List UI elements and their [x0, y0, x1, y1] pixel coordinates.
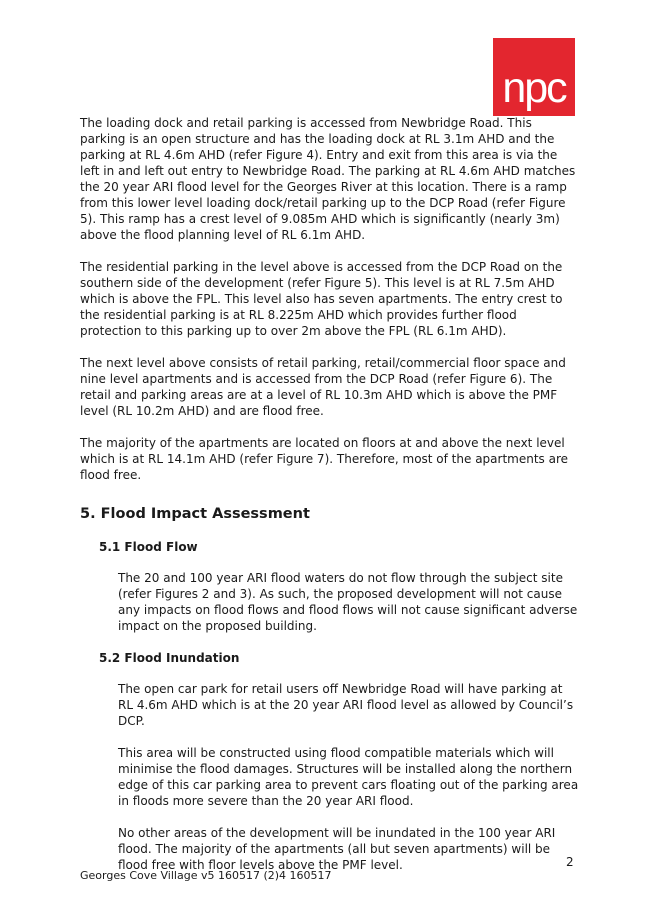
section-heading-flood-impact: 5. Flood Impact Assessment: [80, 506, 310, 522]
logo-text: npc: [502, 64, 566, 112]
paragraph-open-car-park: The open car park for retail users off Newbridge Road will have parking at RL 4.6m AHD which is at the 20 year ARI flood level as allowed by Council’s DCP.: [118, 682, 574, 728]
paragraph-apartments: The majority of the apartments are located on floors at and above the next level which is at RL 14.1m AHD (refer Figure 7). Therefore, most of the apartments are flood free.: [80, 436, 569, 482]
paragraph-no-other-areas: No other areas of the development will be inundated in the 100 year ARI flood. The majority of the apartments (all but seven apartments) will be flood free with floor levels above the PMF level.: [118, 826, 556, 872]
page-number: 2: [566, 855, 574, 869]
paragraph-flood-flow: The 20 and 100 year ARI flood waters do not flow through the subject site (refer Figures 2 and 3). As such, the proposed development will not cause any impacts on flood flows and flood flows will not cause significant adverse impact on the proposed building.: [118, 571, 578, 633]
paragraph-flood-materials: This area will be constructed using flood compatible materials which will minimise the flood damages. Structures will be installed along the northern edge of this car parking area to prevent cars floating out of the parking area in floods more severe than the 20 year ARI flood.: [118, 746, 579, 808]
subsection-heading-flood-flow: 5.1 Flood Flow: [99, 540, 198, 554]
npc-logo: [493, 38, 575, 116]
footer-text: Georges Cove Village v5 160517 (2)4 160517: [80, 869, 332, 882]
subsection-heading-flood-inundation: 5.2 Flood Inundation: [99, 651, 240, 665]
paragraph-loading-dock: The loading dock and retail parking is accessed from Newbridge Road. This parking is an open structure and has the loading dock at RL 3.1m AHD and the parking at RL 4.6m AHD (refer Figure 4). Entry and exit from this area is via the left in and left out entry to Newbridge Road. The parking at RL 4.6m AHD matches the 20 year ARI flood level for the Georges River at this location. There is a ramp from this lower level loading dock/retail parking up to the DCP Road (refer Figure 5). This ramp has a crest level of 9.085m AHD which is significantly (nearly 3m) above the flood planning level of RL 6.1m AHD.: [80, 116, 576, 242]
paragraph-residential-parking: The residential parking in the level above is accessed from the DCP Road on the southern side of the development (refer Figure 5). This level is at RL 7.5m AHD which is above the FPL. This level also has seven apartments. The entry crest to the residential parking is at RL 8.225m AHD which provides further flood protection to this parking up to over 2m above the FPL (RL 6.1m AHD).: [80, 260, 563, 338]
paragraph-next-level: The next level above consists of retail parking, retail/commercial floor space and nine level apartments and is accessed from the DCP Road (refer Figure 6). The retail and parking areas are at a level of RL 10.3m AHD which is above the PMF level (RL 10.2m AHD) and are flood free.: [80, 356, 566, 418]
document-body: [80, 115, 580, 889]
